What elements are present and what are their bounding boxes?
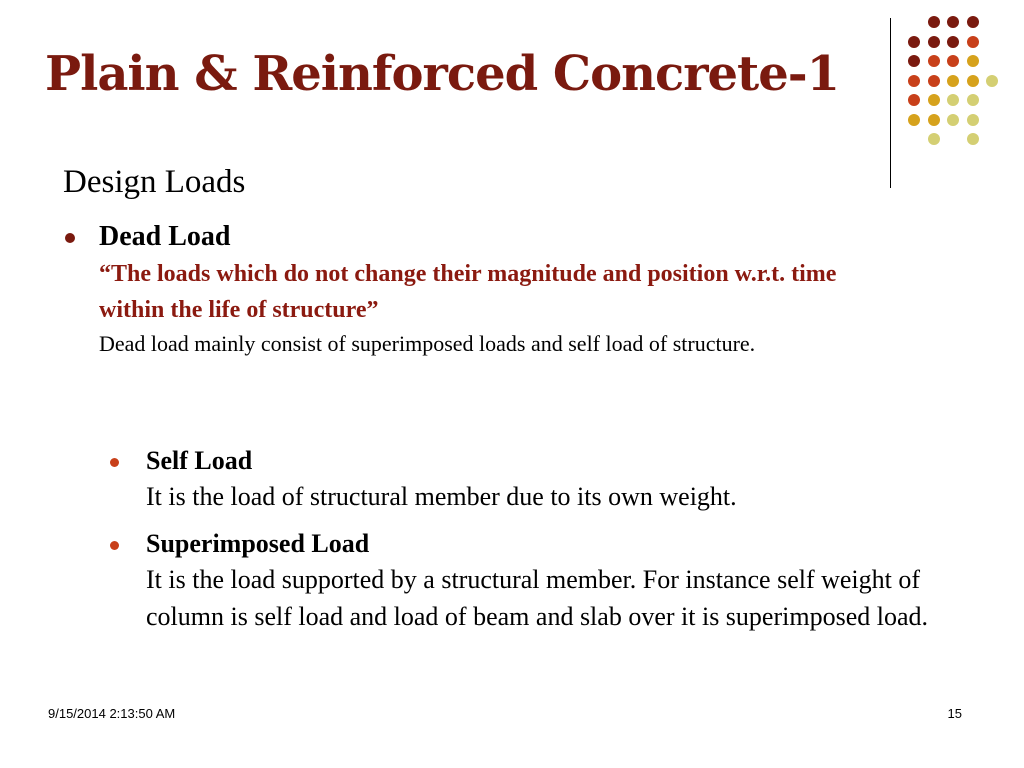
decorative-dot	[947, 55, 959, 67]
decorative-dot	[986, 75, 998, 87]
decorative-dot	[928, 75, 940, 87]
bullet-item-dead-load	[60, 220, 960, 360]
decorative-dot	[947, 94, 959, 106]
decorative-dot	[947, 114, 959, 126]
decorative-dot	[908, 94, 920, 106]
decorative-dot	[928, 133, 940, 145]
decorative-dot	[908, 114, 920, 126]
sub-item-self-load	[108, 444, 948, 515]
slide-title: Plain & Reinforced Concrete-1	[45, 46, 840, 102]
dead-load-description: Dead load mainly consist of superimposed loads and self load of structure.	[99, 331, 756, 356]
decorative-dot	[967, 75, 979, 87]
self-load-heading: Self Load	[146, 446, 253, 475]
decorative-dot	[967, 36, 979, 48]
self-load-description: It is the load of structural member due to its own weight.	[146, 482, 737, 511]
decorative-dot	[928, 114, 940, 126]
main-bullet-list	[60, 220, 960, 360]
dead-load-heading: Dead Load	[99, 221, 231, 252]
decorative-dot-grid	[908, 16, 1008, 166]
decorative-dot	[967, 55, 979, 67]
decorative-dot	[967, 16, 979, 28]
title-divider-line	[890, 18, 891, 188]
superimposed-load-description: It is the load supported by a structural member. For instance self weight of column is self load and load of beam and slab over it is superimposed load.	[146, 565, 928, 631]
decorative-dot	[928, 36, 940, 48]
decorative-dot	[928, 55, 940, 67]
sub-bullet-list	[108, 444, 948, 647]
decorative-dot	[928, 16, 940, 28]
footer-date: 9/15/2014 2:13:50 AM	[48, 706, 176, 721]
decorative-dot	[967, 133, 979, 145]
decorative-dot	[908, 55, 920, 67]
sub-item-superimposed-load	[108, 527, 948, 635]
decorative-dot	[967, 94, 979, 106]
decorative-dot	[928, 94, 940, 106]
decorative-dot	[947, 75, 959, 87]
bullet-dot-icon	[65, 233, 75, 243]
decorative-dot	[908, 36, 920, 48]
superimposed-load-heading: Superimposed Load	[146, 529, 370, 558]
section-subtitle: Design Loads	[63, 164, 246, 200]
decorative-dot	[908, 75, 920, 87]
decorative-dot	[947, 36, 959, 48]
decorative-dot	[967, 114, 979, 126]
sub-bullet-dot-icon	[110, 541, 119, 550]
dead-load-definition-quote: “The loads which do not change their magnitude and position w.r.t. time within the life of structure”	[99, 261, 837, 323]
footer-page-number: 15	[947, 706, 962, 721]
sub-bullet-dot-icon	[110, 458, 119, 467]
decorative-dot	[947, 16, 959, 28]
